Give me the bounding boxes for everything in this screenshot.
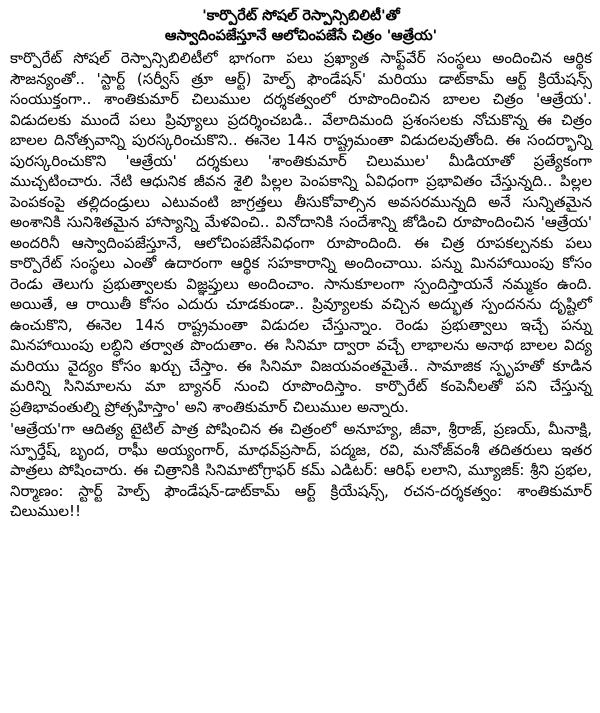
headline-line-1: 'కార్పొరేట్ సోషల్ రెస్పాన్సిబిలిటీ'తో bbox=[202, 8, 400, 24]
article-paragraph-2: 'ఆత్రేయ'గా ఆదిత్య టైటిల్ పాత్ర పోషించిన ఈ చిత్రంలో అనూహ్య, జీవా, శ్రీరాజ్, ప్రణయ్, మీనాక్షి, స్ఫూర్తేష్, బృంద, రాఘీ అయ్యంగార్, మాధవ్‌ప్రసాద్, పద్మజ, రవి, మనోజ్‌వంశీ తదితరులు ఇతర పాత్రలు పోషించారు. ఈ చిత్రానికి సినిమాటోగ్రాఫర్ కమ్ ఎడిటర్: ఆరిఫ్ లలాని, మ్యూజిక్: శ్రీని ప్రభల, నిర్మాణం: స్టార్ట్ హెల్ప్ ఫౌండేషన్-డాట్‌కామ్ ఆర్ట్ క్రియేషన్స్, రచన-దర్శకత్వం: శాంతికుమార్ చిలుముల!! bbox=[10, 420, 592, 520]
article-paragraph-1: కార్పొరేట్ సోషల్ రెస్పాన్సిబిలిటీలో భాగంగా పలు ప్రఖ్యాత సాఫ్ట్‌వేర్ సంస్థలు అందించిన ఆర్థిక సౌజన్యంతో.. 'స్టార్ట్ (సర్వీస్ త్రూ ఆర్ట్) హెల్ప్ ఫౌండేషన్' మరియు డాట్‌కామ్ ఆర్ట్ క్రియేషన్స్ సంయుక్తంగా.. శాంతికుమార్ చిలుముల దర్శకత్వంలో రూపొందించిన బాలల చిత్రం 'ఆత్రేయ'. విడుదలకు ముందే పలు ప్రివ్యూలు ప్రదర్శించబడి.. వేలాదిమంది ప్రశంసలకు నోచుకొన్న ఈ చిత్రం బాలల దినోత్సవాన్ని పురస్కరించుకొని.. ఈనెల 14న రాష్ట్రమంతా విడుదలవుతోంది. ఈ సందర్భాన్ని పురస్కరించుకొని 'ఆత్రేయ' దర్శకులు 'శాంతికుమార్ చిలుముల' మీడియాతో ప్రత్యేకంగా ముచ్చటించారు. నేటి ఆధునిక జీవన శైలి పిల్లల పెంపకాన్ని ఏవిధంగా ప్రభావితం చేస్తున్నది.. పిల్లల పెంపకంపై తల్లిదండ్రులు ఎటువంటి జాగ్రత్తలు తీసుకోవాల్సిన అవసరమున్నది అనే సున్నితమైన అంశానికి సునిశితమైన హాస్యాన్ని మేళవించి.. వినోదానికి సందేశాన్ని జోడించి రూపొందించిన 'ఆత్రేయ' అందరినీ ఆస్వాదింపజేస్తూనే, ఆలోచింపజేసేవిధంగా రూపొందింది. ఈ చిత్ర రూపకల్పనకు పలు కార్పొరేట్ సంస్థలు ఎంతో ఉదారంగా ఆర్థిక సహకారాన్ని అందించాయి. పన్ను మినహాయింపు కోసం రెండు తెలుగు ప్రభుత్వాలకు విజ్ఞప్తులు అందించాం. సానుకూలంగా స్పందిస్తాయనే నమ్మకం ఉంది. అయితే, ఆ రాయితీ కోసం ఎదురు చూడకుండా.. ప్రివ్యూలకు వచ్చిన అద్భుత స్పందనను దృష్టిలో ఉంచుకొని, ఈనెల 14న రాష్ట్రమంతా విడుదల చేస్తున్నాం. రెండు ప్రభుత్వాలు ఇచ్చే పన్ను మినహాయింపు లబ్ధిని తర్వాత పొందుతాం. ఈ సినిమా ద్వారా వచ్చే లాభాలను అనాథ బాలల విద్య మరియు వైద్యం కోసం ఖర్చు చేస్తాం. ఈ సినిమా విజయవంతమైతే.. సామాజిక స్పృహతో కూడిన మరిన్ని సినిమాలను మా బ్యానర్ నుంచి రూపొందిస్తాం. కార్పొరేట్ కంపెనీలతో పని చేస్తున్న ప్రతిభావంతుల్ని ప్రోత్సహిస్తాం' అని శాంతికుమార్ చిలుముల అన్నారు. bbox=[10, 49, 592, 416]
article-headline bbox=[10, 6, 592, 46]
headline-line-2: ఆస్వాదింపజేస్తూనే ఆలోచింపజేసే చిత్రం 'ఆత్రేయ' bbox=[164, 28, 438, 44]
